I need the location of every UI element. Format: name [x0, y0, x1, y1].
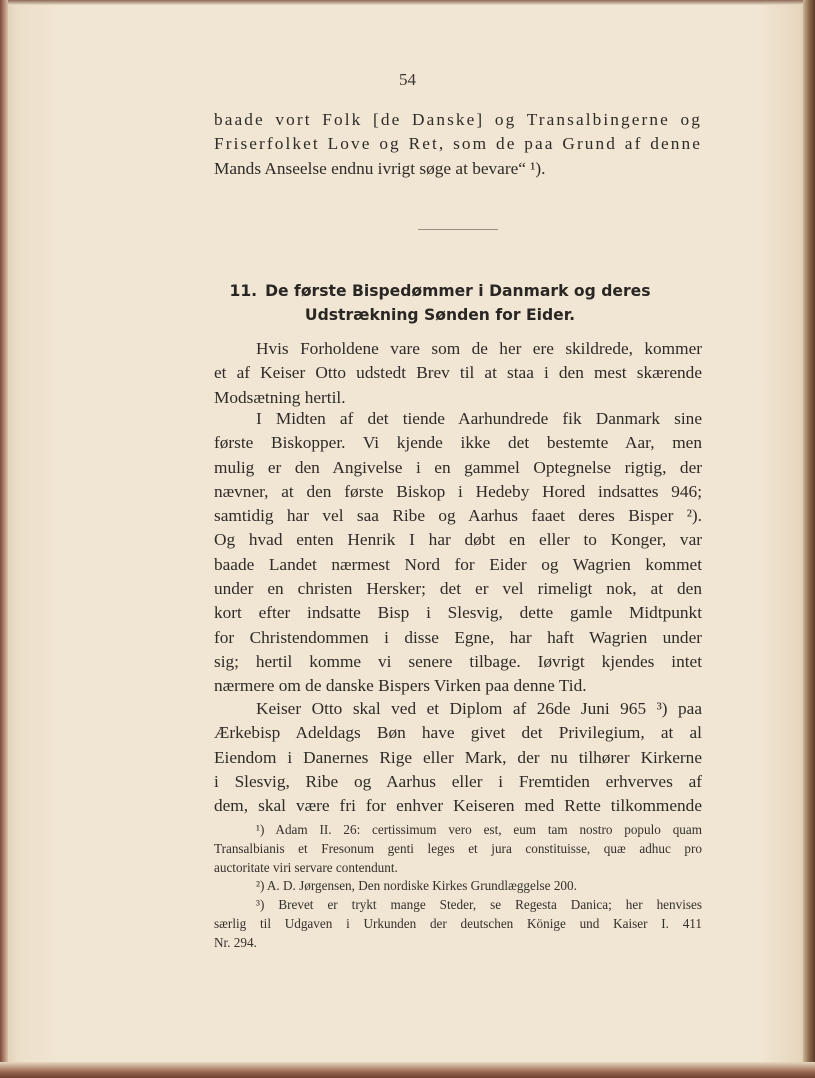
footnote-3-line: Nr. 294.	[214, 934, 257, 950]
footnote-1-line: auctoritate viri servare contendunt.	[214, 859, 398, 875]
footnote-3-line: særlig til Udgaven i Urkunden der deutschen Könige und Kaiser I. 411	[214, 915, 702, 931]
top-paragraph	[214, 108, 702, 181]
text-line: baade Landet nærmest Nord for Eider og Wagrien kommet	[214, 554, 702, 574]
page-right-edge	[803, 0, 815, 1078]
text-line: Modsætning hertil.	[214, 387, 346, 407]
binding-left-edge	[0, 0, 8, 1078]
text-line: et af Keiser Otto udstedt Brev til at staa i den mest skærende	[214, 363, 702, 383]
text-line: i Slesvig, Ribe og Aarhus eller i Fremtiden erhverves af	[214, 771, 702, 791]
text-line: for Christendommen i disse Egne, har haft Wagrien under	[214, 627, 702, 647]
text-line: dem, skal være fri for enhver Keiseren med Rette tilkommende	[214, 796, 702, 816]
text-line: mulig er den Angivelse i en gammel Optegnelse rigtig, der	[214, 457, 702, 477]
text-line: baade vort Folk [de Danske] og Transalbingerne og	[214, 110, 702, 129]
text-line: nærmere om de danske Bispers Virken paa denne Tid.	[214, 676, 587, 696]
text-line: nævner, at den første Biskop i Hedeby Hored indsattes 946;	[214, 481, 702, 501]
footnote-1-line: ¹) Adam II. 26: certissimum vero est, eum tam nostro populo quam	[256, 822, 702, 837]
text-line: Hvis Forholdene vare som de her ere skildrede, kommer	[256, 339, 702, 358]
footnotes	[214, 821, 702, 953]
footnote-1-line: Transalbianis et Fresonum genti leges et jura constituisse, quæ adhuc pro	[214, 840, 702, 856]
paragraph-3	[214, 697, 702, 818]
heading-line-1	[180, 279, 700, 303]
text-line: Keiser Otto skal ved et Diplom af 26de Juni 965 ³) paa	[256, 699, 702, 718]
text-line: samtidig har vel saa Ribe og Aarhus faaet deres Bisper ²).	[214, 506, 702, 526]
text-line: Og hvad enten Henrik I har døbt en eller to Konger, var	[214, 530, 702, 550]
section-heading	[180, 279, 700, 327]
text-line: Friserfolket Love og Ret, som de paa Grund af denne	[214, 134, 702, 154]
paragraph-2	[214, 407, 702, 699]
section-divider	[418, 229, 498, 230]
footnote-2-line: ²) A. D. Jørgensen, Den nordiske Kirkes Grundlæggelse 200.	[256, 878, 577, 894]
text-line: sig; hertil komme vi senere tilbage. Iøvrigt kjendes intet	[214, 651, 702, 671]
text-line: under en christen Hersker; det er vel rimeligt nok, at den	[214, 579, 702, 599]
text-line: Mands Anseelse endnu ivrigt søge at bevare“ ¹).	[214, 158, 546, 178]
text-line: Eiendom i Danernes Rige eller Mark, der nu tilhører Kirkerne	[214, 747, 702, 767]
text-line: første Biskopper. Vi kjende ikke det bestemte Aar, men	[214, 433, 702, 453]
text-line: kort efter indsatte Bisp i Slesvig, dette gamle Midtpunkt	[214, 603, 702, 623]
footnote-3-line: ³) Brevet er trykt mange Steder, se Regesta Danica; her henvises	[256, 897, 702, 913]
section-number: 11.	[229, 282, 258, 300]
paragraph-1	[214, 337, 702, 410]
page-number: 54	[399, 70, 416, 89]
text-line: Ærkebisp Adeldags Bøn have givet det Privilegium, at al	[214, 723, 702, 743]
page-bottom-edge	[0, 1062, 815, 1078]
text-line: I Midten af det tiende Aarhundrede fik Danmark sine	[256, 409, 702, 428]
page-top-edge	[0, 0, 815, 5]
heading-text-1: De første Bispedømmer i Danmark og deres	[265, 282, 651, 300]
heading-text-2: Udstrækning Sønden for Eider.	[304, 306, 576, 324]
